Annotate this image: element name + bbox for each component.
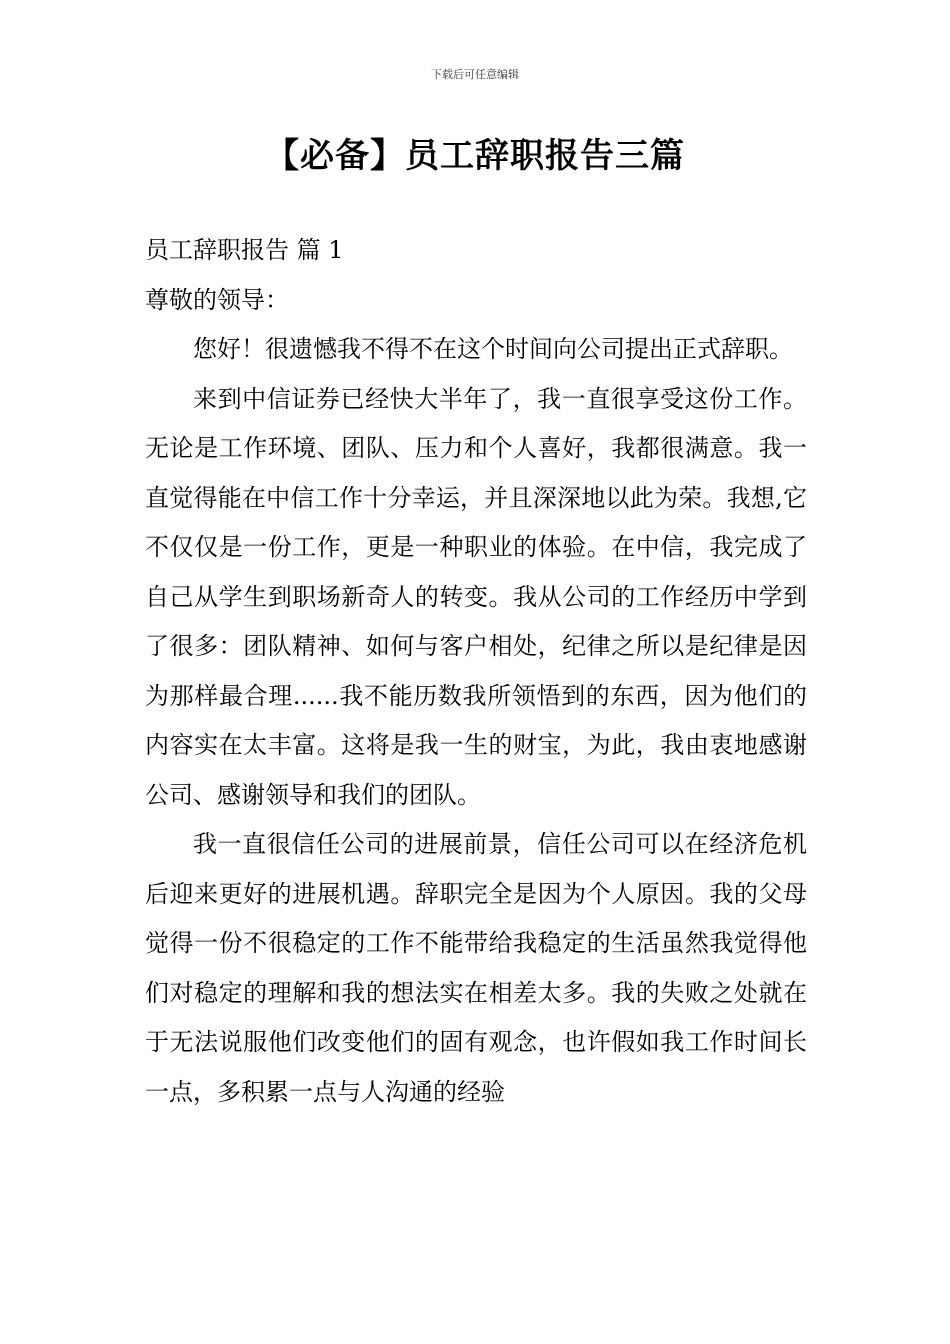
- document-body: [145, 226, 807, 1117]
- paragraph-2: 来到中信证券已经快大半年了，我一直很享受这份工作。无论是工作环境、团队、压力和个人喜好，我都很满意。我一直觉得能在中信工作十分幸运，并且深深地以此为荣。我想,它不仅仅是一份工作，更是一种职业的体验。在中信，我完成了自己从学生到职场新奇人的转变。我从公司的工作经历中学到了很多：团队精神、如何与客户相处，纪律之所以是纪律是因为那样最合理......我不能历数我所领悟到的东西，因为他们的内容实在太丰富。这将是我一生的财宝，为此，我由衷地感谢公司、感谢领导和我们的团队。: [145, 384, 807, 809]
- header-note: 下载后可任意编辑: [431, 68, 519, 81]
- document-title: 【必备】员工辞职报告三篇: [265, 136, 685, 176]
- paragraph-1: 您好！很遗憾我不得不在这个时间向公司提出正式辞职。: [193, 335, 793, 363]
- salutation: 尊敬的领导：: [145, 285, 289, 314]
- paragraph-3: 我一直很信任公司的进展前景，信任公司可以在经济危机后迎来更好的进展机遇。辞职完全是因为个人原因。我的父母觉得一份不很稳定的工作不能带给我稳定的生活虽然我觉得他们对稳定的理解和我的想法实在相差太多。我的失败之处就在于无法说服他们改变他们的固有观念，也许假如我工作时间长一点，多积累一点与人沟通的经验: [145, 830, 807, 1106]
- section-heading: 员工辞职报告 篇 1: [145, 236, 344, 264]
